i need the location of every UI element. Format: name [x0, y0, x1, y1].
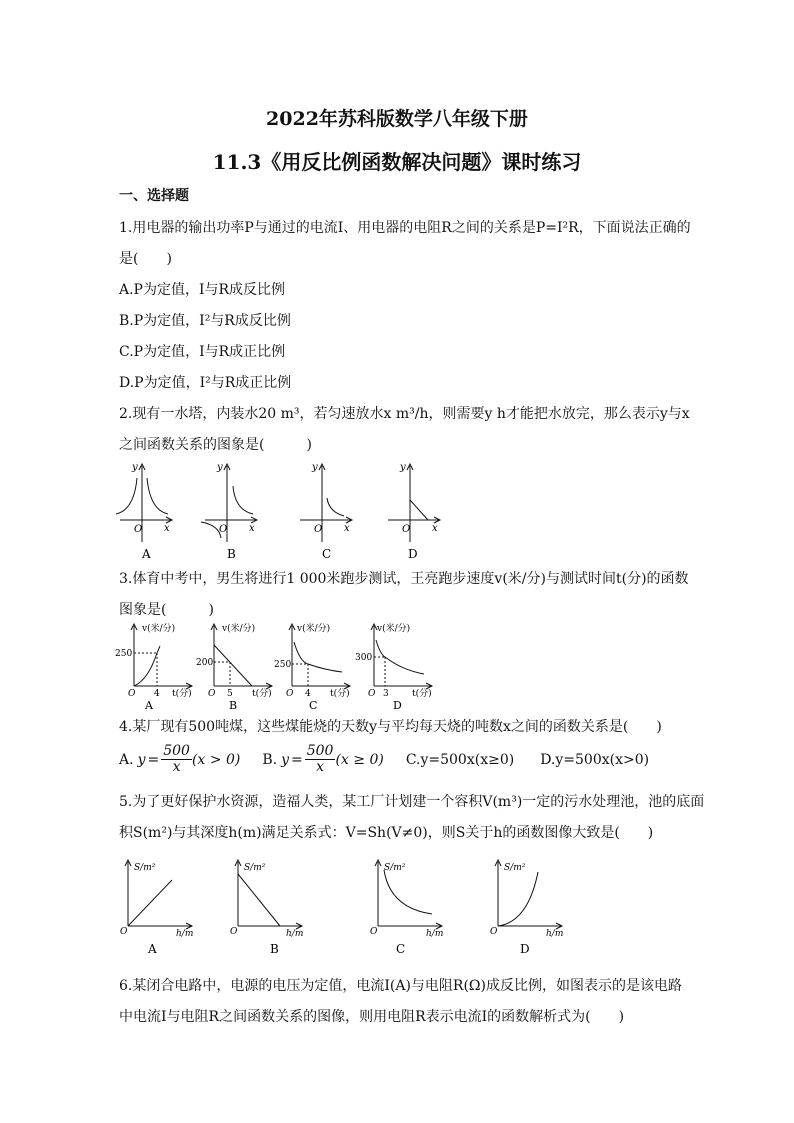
q3-c-origin: O: [286, 689, 294, 699]
q5-label-d: D: [520, 942, 530, 956]
q3-d-origin: O: [368, 689, 376, 699]
q5-graphs-figure: [112, 856, 572, 961]
q3-b-xaxis-label: t(分): [252, 689, 272, 699]
q3-d-xaxis-label: t(分): [412, 689, 432, 699]
q2-d-yaxis-label: y: [400, 462, 406, 473]
q3-label-b: B: [229, 699, 238, 712]
q4-option-b-condition: (x ≥ 0): [335, 751, 384, 768]
document-title: 2022年苏科版数学八年级下册: [266, 108, 528, 130]
q3-graphs-figure: [112, 620, 442, 712]
q3-b-ytick: 200: [196, 658, 214, 668]
q3-a-xtick: 4: [154, 689, 160, 699]
q2-a-yaxis-label: y: [132, 462, 138, 473]
q3-a-yaxis-label: v(米/分): [142, 624, 176, 634]
q2-stem-line2: 之间函数关系的图象是( ): [119, 437, 312, 453]
q5-a-yaxis-label: S/m²: [134, 863, 156, 873]
q2-label-d: D: [408, 547, 418, 561]
q1-option-a: A.P为定值，I与R成反比例: [119, 282, 286, 298]
q2-d-xaxis-label: x: [432, 523, 438, 534]
q3-b-origin: O: [208, 689, 216, 699]
q3-c-ytick: 250: [274, 660, 292, 670]
q3-c-yaxis-label: v(米/分): [297, 624, 331, 634]
q3-stem-line2: 图象是( ): [119, 602, 214, 618]
q3-stem-line1: 3.体育中考中，男生将进行1 000米跑步测试，王亮跑步速度v(米/分)与测试时间t(分)的函数: [119, 571, 689, 587]
q4-options: A. y = $\frac{500}{x}$ (x > 0) B. y = $\frac{500}{x}$ (x ≥ 0) C.y=500x(x≥0) D.y=500x(x>0): [119, 743, 650, 775]
q4-option-a-condition: (x > 0): [191, 751, 241, 768]
q1-stem-line2: 是( ): [119, 251, 172, 267]
q5-a-xaxis-label: h/m: [176, 929, 194, 939]
q4-option-a-fraction: [161, 744, 192, 775]
q5-label-a: A: [148, 942, 157, 956]
q3-a-origin: O: [128, 689, 136, 699]
q4-option-a-denominator: x: [172, 759, 181, 775]
q3-label-d: D: [393, 699, 402, 712]
q2-c-xaxis-label: x: [344, 523, 350, 534]
q3-d-xtick: 3: [383, 689, 389, 699]
q4-stem: 4.某厂现有500吨煤，这些煤能烧的天数y与平均每天烧的吨数x之间的函数关系是( ): [119, 719, 662, 735]
q5-c-xaxis-label: h/m: [426, 929, 444, 939]
q1-stem-line1: 1.用电器的输出功率P与通过的电流I、用电器的电阻R之间的关系是P=I²R，下面说法正确的: [119, 220, 691, 236]
q5-label-b: B: [270, 942, 279, 956]
q4-option-a-var: y: [137, 751, 146, 768]
q5-b-origin: O: [230, 927, 238, 937]
q5-d-origin: O: [490, 927, 498, 937]
q2-d-origin: O: [402, 524, 411, 535]
q3-a-ytick: 250: [115, 649, 133, 659]
section-heading: 一、选择题: [119, 188, 189, 204]
q4-option-a-numerator: 500: [163, 743, 190, 759]
q2-a-xaxis-label: x: [164, 523, 170, 534]
q3-a-xaxis-label: t(分): [172, 689, 192, 699]
q4-option-b-numerator: 500: [306, 743, 334, 759]
q3-c-xaxis-label: t(分): [330, 689, 350, 699]
q2-b-xaxis-label: x: [249, 523, 255, 534]
q5-d-yaxis-label: S/m²: [504, 863, 526, 873]
q3-b-xtick: 5: [227, 689, 233, 699]
q6-stem-line1: 6.某闭合电路中，电源的电压为定值，电流I(A)与电阻R(Ω)成反比例，如图表示的是该电路: [119, 978, 682, 994]
q2-stem-line1: 2.现有一水塔，内装水20 m³，若匀速放水x m³/h，则需要y h才能把水放完，那么表示y与x: [119, 406, 690, 422]
q4-option-b-fraction: [305, 744, 336, 775]
q4-option-a-prefix: A.: [119, 751, 134, 768]
q2-c-origin: O: [314, 524, 323, 535]
q2-label-b: B: [227, 547, 236, 561]
q2-b-origin: O: [219, 524, 228, 535]
q2-label-c: C: [322, 547, 332, 561]
q2-b-yaxis-label: y: [217, 462, 223, 473]
q4-option-b-denominator: x: [316, 759, 325, 775]
q5-label-c: C: [396, 942, 406, 956]
q3-label-a: A: [145, 699, 153, 712]
document-subtitle: 11.3《用反比例函数解决问题》课时练习: [212, 150, 582, 174]
q5-c-yaxis-label: S/m²: [384, 863, 406, 873]
q5-b-xaxis-label: h/m: [286, 929, 304, 939]
q6-stem-line2: 中电流I与电阻R之间函数关系的图像，则用电阻R表示电流I的函数解析式为( ): [119, 1009, 625, 1025]
q2-label-a: A: [142, 547, 151, 561]
q1-option-c: C.P为定值，I与R成正比例: [119, 344, 286, 360]
q3-c-xtick: 4: [305, 689, 311, 699]
q4-option-c: C.y=500x(x≥0): [405, 751, 515, 768]
q5-a-origin: O: [120, 927, 128, 937]
q4-option-d: D.y=500x(x>0): [540, 751, 650, 768]
q2-graphs-figure: [112, 458, 452, 566]
q5-d-xaxis-label: h/m: [546, 929, 564, 939]
q2-c-yaxis-label: y: [312, 462, 318, 473]
q3-d-ytick: 300: [355, 653, 373, 663]
q1-option-b: B.P为定值，I²与R成反比例: [119, 313, 291, 329]
q5-stem-line2: 积S(m²)与其深度h(m)满足关系式：V=Sh(V≠0)，则S关于h的函数图像大致是( ): [119, 825, 654, 841]
q3-d-yaxis-label: v(米/分): [377, 624, 411, 634]
q5-stem-line1: 5.为了更好保护水资源，造福人类，某工厂计划建一个容积V(m³)一定的污水处理池，池的底面: [119, 794, 705, 810]
q5-b-yaxis-label: S/m²: [244, 863, 266, 873]
q1-option-d: D.P为定值，I²与R成正比例: [119, 375, 292, 391]
q3-b-yaxis-label: v(米/分): [222, 624, 256, 634]
q2-a-origin: O: [134, 524, 143, 535]
q5-c-origin: O: [370, 927, 378, 937]
q4-option-b-var: y: [281, 751, 289, 768]
q4-option-b-prefix: B.: [262, 751, 278, 768]
q3-label-c: C: [309, 699, 318, 712]
